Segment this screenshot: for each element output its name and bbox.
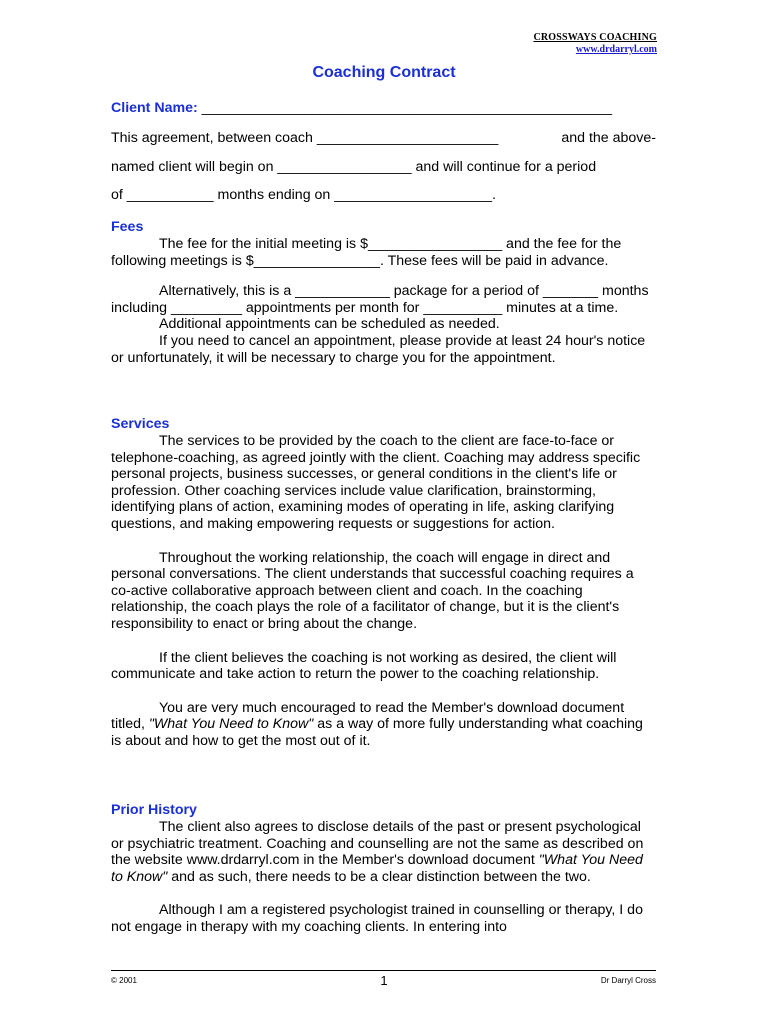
services-paragraph-2: Throughout the working relationship, the coach will engage in direct and personal conversations. The client understands that successful coaching requires a co-active collaborative approach between client and coach. In the coaching relationship, the coach plays the role of a facilitator of change, but it is the client's responsibility to enact or bring about the change.	[111, 549, 634, 632]
services-p4-doc-title: "What You Need to Know"	[148, 716, 314, 733]
prior-history-p1-text-b: and as such, there needs to be a clear distinction between the two.	[167, 868, 591, 885]
footer-author: Dr Darryl Cross	[600, 976, 656, 985]
services-p4-text-a: You are very much encouraged to read the Member's download document titled,	[111, 699, 625, 733]
prior-history-heading: Prior History	[111, 802, 197, 818]
services-p4-text-b: as a way of more fully understanding what coaching is about and how to get the most out of it.	[111, 716, 643, 749]
agreement-text-b: and the above-	[561, 130, 656, 146]
footer-divider	[111, 970, 656, 971]
services-section	[111, 433, 656, 750]
services-paragraph-1: The services to be provided by the coach to the client are face-to-face or telephone-coaching, as agreed jointly with the client. Coaching may address specific personal projects, business successes, or general conditions in the client's life or profession. Other coaching services include value clarification, brainstorming, identifying plans of action, examining modes of operating in life, asking clarifying questions, and making empowering requests or suggestions for action.	[111, 433, 641, 532]
services-heading: Services	[111, 416, 170, 432]
prior-history-section	[111, 819, 656, 936]
prior-history-p1-doc-title: "What You Need to Know"	[111, 852, 643, 885]
agreement-line-1	[111, 130, 656, 147]
prior-history-paragraph-2: Although I am a registered psychologist trained in counselling or therapy, I do not engage in therapy with my coaching clients. In entering into	[111, 902, 643, 935]
prior-history-p1-text-a: The client also agrees to disclose details of the past or present psychological or psychiatric treatment. Coaching and counselling are not the same as described on the website www.drdarryl.com in the Member's download document	[111, 819, 644, 869]
fees-paragraph-4: If you need to cancel an appointment, please provide at least 24 hour's notice or unfortunately, it will be necessary to charge you for the appointment.	[111, 332, 646, 366]
website-link[interactable]: www.drdarryl.com	[575, 44, 657, 55]
agreement-text-a: This agreement, between coach _______________________	[111, 130, 499, 146]
fees-heading: Fees	[111, 219, 144, 235]
client-name-label: Client Name:	[111, 100, 198, 116]
page-number: 1	[380, 973, 388, 988]
client-name-blank: ____________________________________________________	[197, 100, 612, 116]
footer-copyright: © 2001	[111, 976, 137, 985]
fees-section	[111, 236, 656, 366]
prior-history-paragraph-1	[111, 819, 656, 885]
agreement-line-3: of ___________ months ending on ____________________.	[111, 187, 496, 203]
fees-paragraph-1: The fee for the initial meeting is $_________________ and the fee for the following meetings is $________________. These fees will be paid in advance.	[111, 236, 622, 269]
services-paragraph-4	[111, 700, 656, 750]
fees-paragraph-2: Alternatively, this is a ____________ package for a period of _______ months including _________ appointments per month for __________ minutes at a time.	[111, 283, 649, 316]
services-paragraph-3: If the client believes the coaching is not working as desired, the client will communicate and take action to return the power to the coaching relationship.	[111, 649, 617, 683]
fees-paragraph-3: Additional appointments can be scheduled as needed.	[159, 316, 500, 333]
client-name-line	[111, 100, 612, 117]
agreement-line-2: named client will begin on _________________ and will continue for a period	[111, 159, 597, 175]
header-brand	[533, 32, 657, 56]
brand-name: CROSSWAYS COACHING	[533, 32, 657, 43]
page-title: Coaching Contract	[312, 64, 456, 81]
